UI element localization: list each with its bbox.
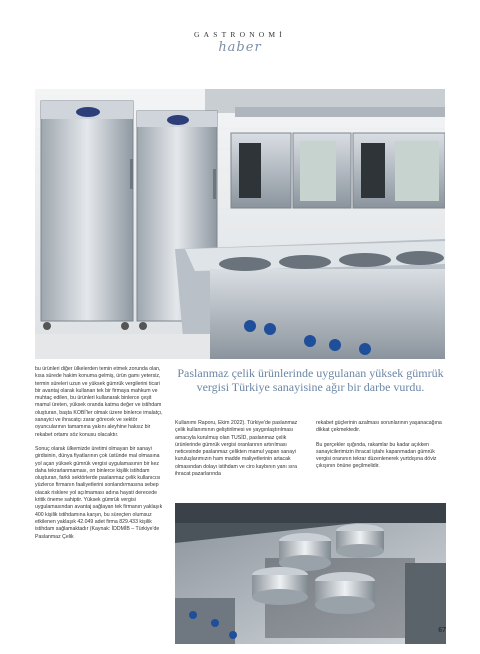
- paragraph: rekabet güçlerinin azalması sorunlarının yaşanacağına dikkat çekmektedir.: [316, 420, 442, 434]
- masthead-subtitle: haber: [218, 40, 262, 55]
- page-number: 67: [438, 627, 446, 634]
- article-column-middle: [175, 420, 305, 485]
- masthead-title: GASTRONOMİ: [193, 30, 286, 39]
- paragraph: Bu gerçekler ışığında, rakamlar bu kadar açıkken sanayicilerimizin ihracat iştahı kapanmadan gümrük vergisi oranının tekrar düzenlenerek yurtdışına döviz çıkışının önüne geçilmelidir.: [316, 441, 437, 470]
- paragraph: bu ürünleri diğer ülkelerden temin etmek zorunda olan, kısa sürede hakim konuma gelmiş, ürün gamı yetersiz, termin süreleri uzun ve yüksek gümrük vergilerini ticari bir avantaj olarak kullanan tek bir firmaya mahkum ve muhtaç edilen, bu ürünleri kullanarak binlerce çeşit mamul üreten, yüksek oranda katma değer ve istihdam oluşturan, başta KOBİ'ler olmak üzere binlerce imalatçı, sanayici ve ihracatçı zarar görecek ve sektör oyuncularının tamamına yakını aleyhine haksız bir rekabet ortamı söz konusu olacaktır.: [35, 366, 163, 438]
- article-column-right: [316, 420, 446, 478]
- masthead: [0, 30, 480, 55]
- paragraph: Kullanımı Raporu, Ekim 2022). Türkiye'de paslanmaz çelik kullanımının geliştirilmesi ve yaygınlaştırılması amacıyla kurulmuş olan TUSİD, paslanmaz çelik ürünlerinde gümrük vergisi oranlarının artırılması neticesinde paslanmaz çelikten mamul yapan sanayi kuruluşlarımızın ham madde maliyetlerinin artacak olmasından dolayı istihdam ve ciro kaybının yanı sıra ihracat pazarlarında: [175, 420, 298, 478]
- cooktop-photo: [175, 503, 446, 644]
- paragraph: Sonuç olarak ülkemizde üretimi olmayan bir sanayi girdisinin, dünya fiyatlarının çok üstünde mal olmasına yol açan yüksek gümrük vergisi uygulamasının bir kez daha tekrarlanmaması, on binlerce kişilik istihdam oluşturan, farklı sektörlerde paslanmaz çelik kullanıcısı yüzlerce firmanın faaliyetlerini sonlandırmasına sebep olacak risklere yol açılmaması adına hayati derecede kritik öneme sahiptir. Yüksek gümrük vergisi uygulamasından avantaj sağlayan tek firmanın yaklaşık 400 kişilik istihdamına karşın, bu süreçten olumsuz etkilenen yaklaşık 42.049 adet firma 829.433 kişilik istihdam sağlamaktadır (Kaynak: İDDMİB – Türkiye'de Paslanmaz Çelik: [35, 445, 163, 540]
- kitchen-photo: [35, 89, 445, 359]
- pull-quote: Paslanmaz çelik ürünlerinde uygulanan yüksek gümrük vergisi Türkiye sanayisine ağır bir darbe vurdu.: [177, 366, 444, 394]
- article-column-left: [35, 366, 165, 548]
